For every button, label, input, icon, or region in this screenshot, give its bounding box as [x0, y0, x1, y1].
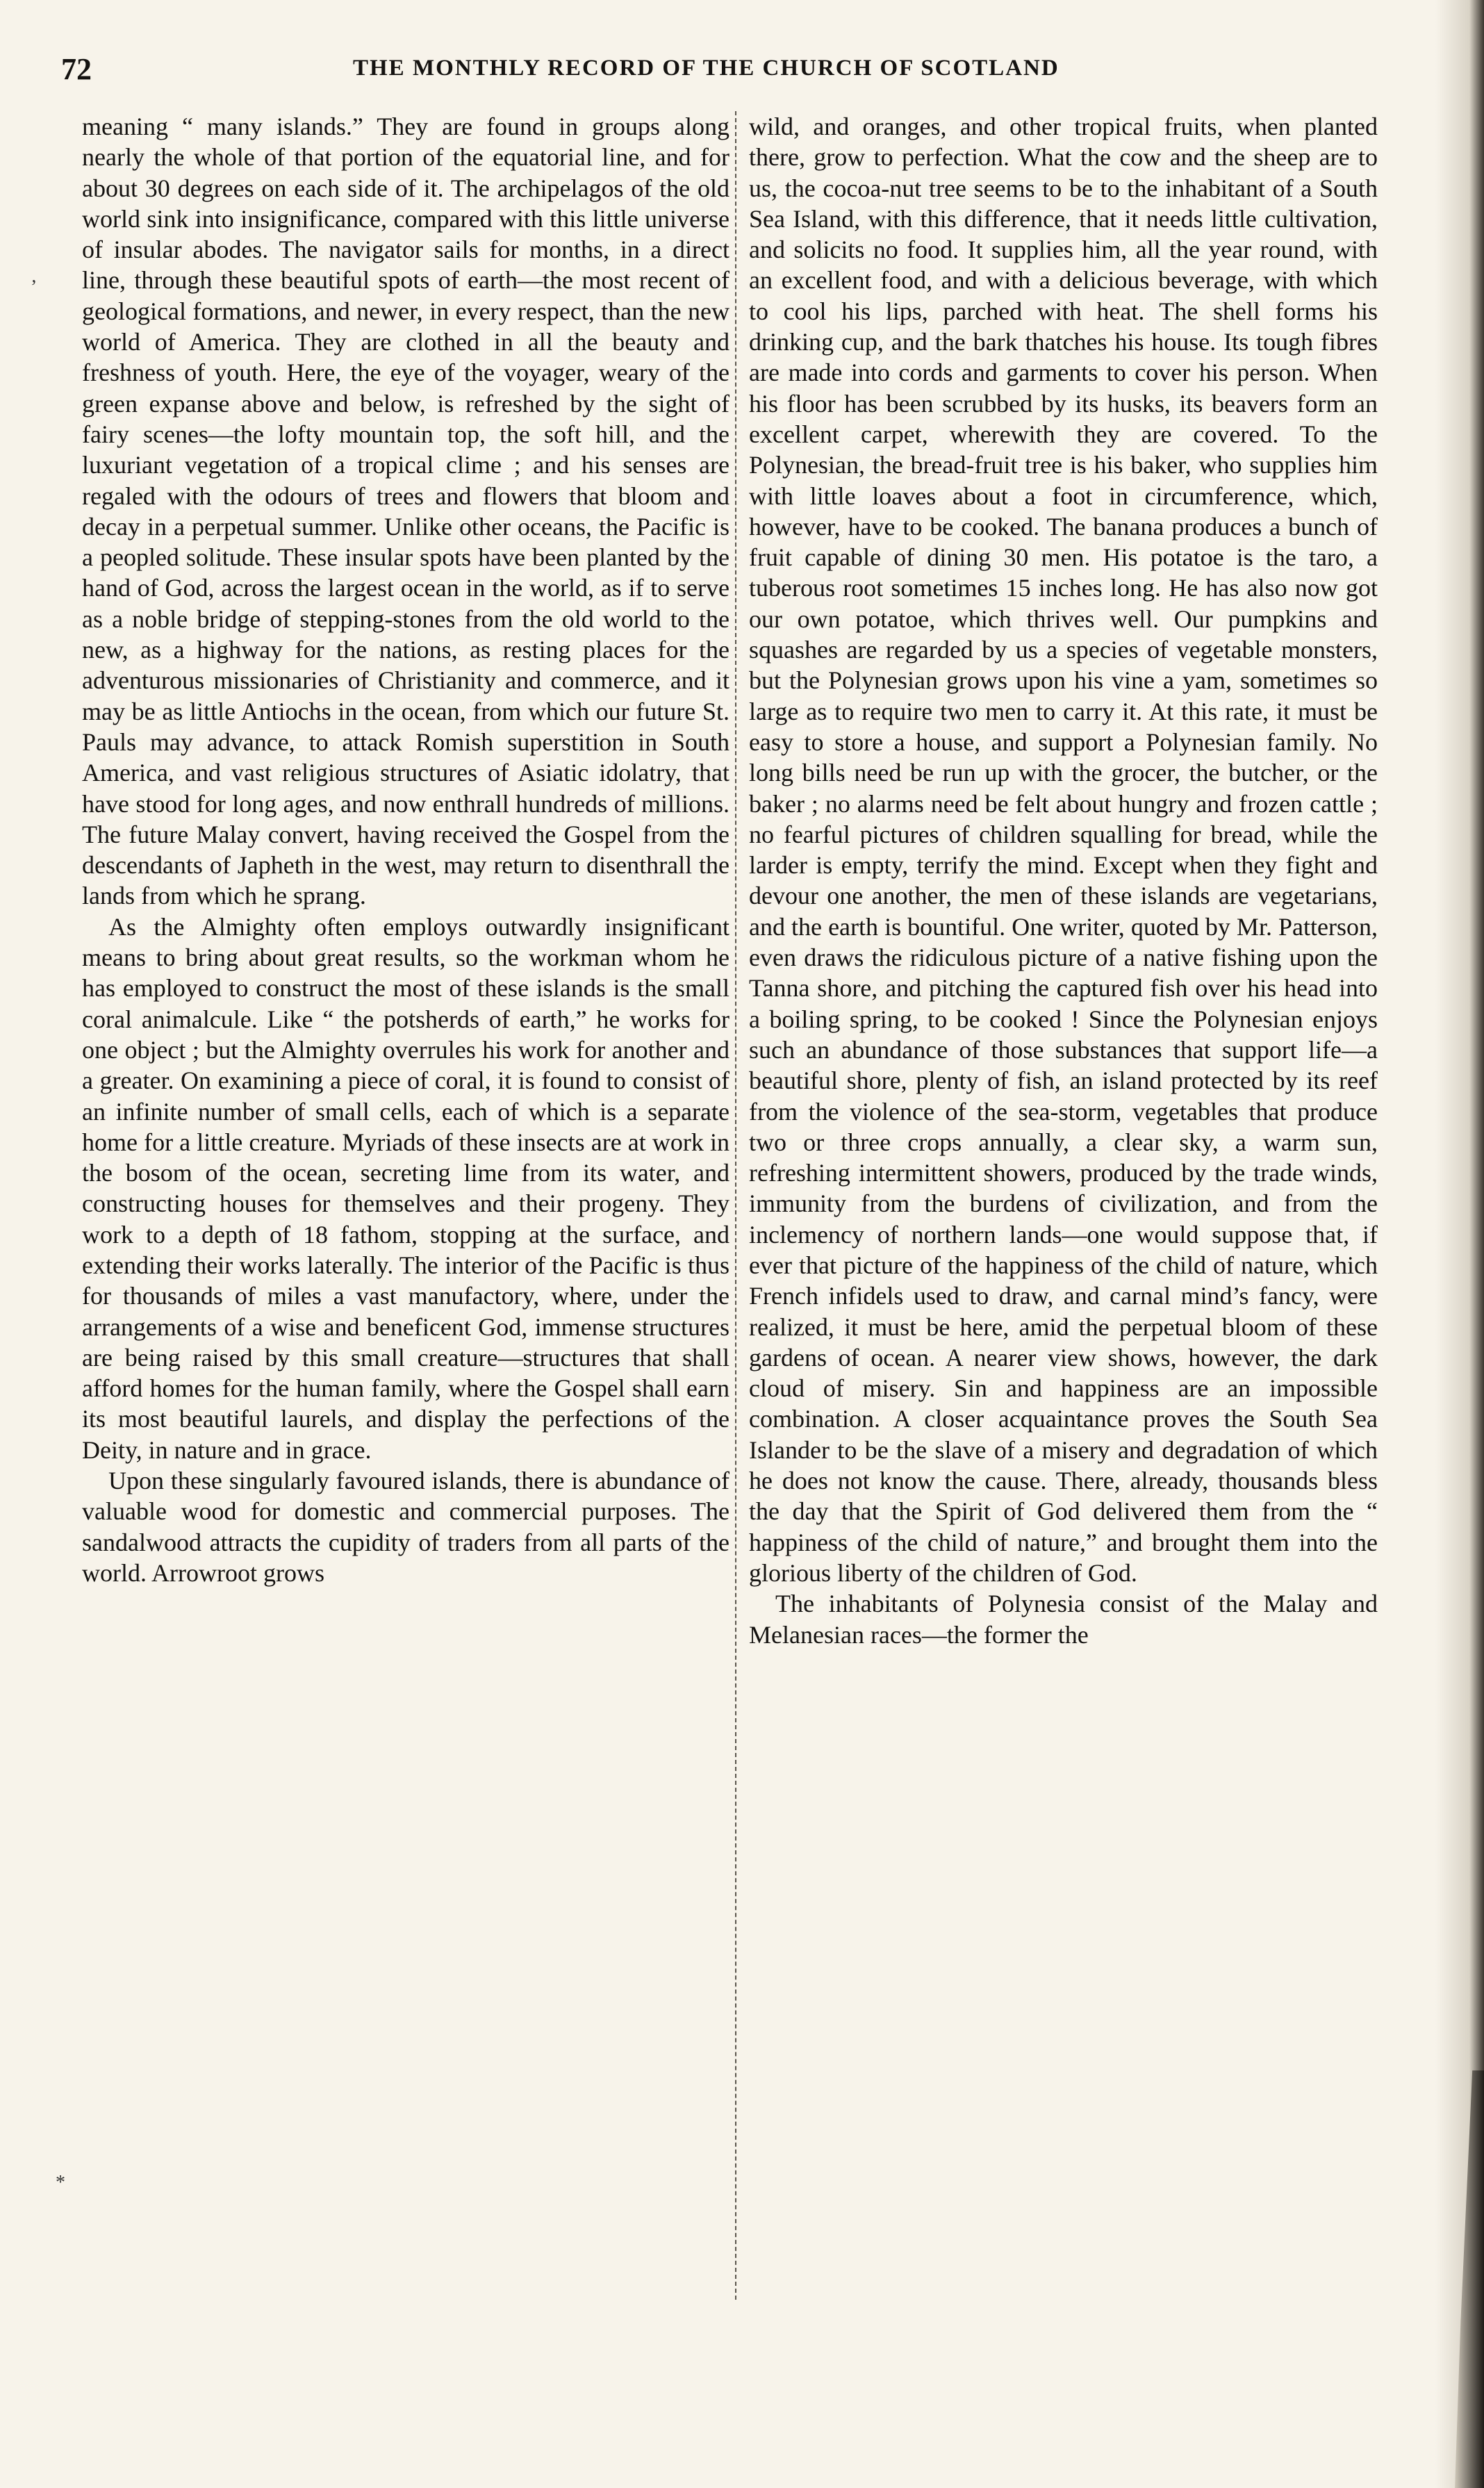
body-paragraph: As the Almighty often employs outwardly insignificant means to bring about great results, so the workman whom he has employed to construct the most of these islands is the small coral animalcule. Like “ the potsherds of earth,” he works for one object ; but the Almighty overrules his work for another and a greater. On examining a piece of coral, it is found to consist of an infinite number of small cells, each of which is a separate home for a little creature. Myriads of these insects are at work in the bosom of the ocean, secreting lime from its water, and constructing houses for themselves and their progeny. They work to a depth of 18 fathom, stopping at the surface, and extending their works laterally. The interior of the Pacific is thus for thousands of miles a vast manufactory, where, under the arrangements of a wise and beneficent God, immense structures are being raised by this small creature—structures that shall afford homes for the human family, where the Gospel shall earn its most beautiful laurels, and display the perfections of the Deity, in nature and in grace.	[82, 912, 729, 1464]
running-head: THE MONTHLY RECORD OF THE CHURCH OF SCOTLAND	[353, 56, 1060, 81]
page-header	[61, 49, 1381, 90]
body-paragraph: The inhabitants of Polynesia consist of the Malay and Melanesian races—the former the	[749, 1590, 1378, 1649]
left-column	[82, 111, 729, 2314]
body-paragraph: meaning “ many islands.” They are found in groups along nearly the whole of that portion of the equatorial line, and for about 30 degrees on each side of it. The archipelagos of the old world sink into insignificance, compared with this little universe of insular abodes. The navigator sails for months, in a direct line, through these beautiful spots of earth—the most recent of geological formations, and newer, in every respect, than the new world of America. They are clothed in all the beauty and freshness of youth. Here, the eye of the voyager, weary of the green expanse above and below, is refreshed by the sight of fairy scenes—the lofty mountain top, the soft hill, and the luxuriant vegetation of a tropical clime ; and his senses are regaled with the odours of trees and flowers that bloom and decay in a perpetual summer. Unlike other oceans, the Pacific is a peopled solitude. These insular spots have been planted by the hand of God, across the largest ocean in the world, as if to serve as a noble bridge of stepping-stones from the old world to the new, as a highway for the nations, as resting places for the adventurous missionaries of Christianity and commerce, and it may be as little Antiochs in the ocean, from which our future St. Pauls may advance, to attack Romish superstition in South America, and vast religious structures of Asiatic idolatry, that have stood for long ages, and now enthrall hundreds of millions. The future Malay convert, having received the Gospel from the descendants of Japheth in the west, may return to disenthrall the lands from which he sprang.	[82, 113, 729, 910]
page-number: 72	[61, 52, 92, 86]
column-divider	[735, 111, 736, 2300]
body-paragraph: Upon these singularly favoured islands, there is abundance of valuable wood for domestic and commercial purposes. The sandalwood attracts the cupidity of traders from all parts of the world. Arrowroot grows	[82, 1467, 729, 1587]
margin-mark: ’	[31, 277, 38, 298]
body-paragraph: wild, and oranges, and other tropical fruits, when planted there, grow to perfection. What the cow and the sheep are to us, the cocoa-nut tree seems to be to the inhabitant of a South Sea Island, with this difference, that it needs little cultivation, and solicits no food. It supplies him, all the year round, with an excellent food, and with a delicious beverage, with which to cool his lips, parched with heat. The shell forms his drinking cup, and the bark thatches his house. Its tough fibres are made into cords and garments to cover his person. When his floor has been scrubbed by its husks, its beavers form an excellent carpet, wherewith they are covered. To the Polynesian, the bread-fruit tree is his baker, who supplies him with little loaves about a foot in circumference, which, however, have to be cooked. The banana produces a bunch of fruit capable of dining 30 men. His potatoe is the taro, a tuberous root sometimes 15 inches long. He has also now got our own potatoe, which thrives well. Our pumpkins and squashes are regarded by us a species of vegetable monsters, but the Polynesian grows upon his vine a yam, sometimes so large as to require two men to carry it. At this rate, it must be easy to store a house, and support a Polynesian family. No long bills need be run up with the grocer, the butcher, or the baker ; no alarms need be felt about hungry and frozen cattle ; no fearful pictures of children squalling for bread, while the larder is empty, terrify the mind. Except when they fight and devour one another, the men of these islands are vegetarians, and the earth is bountiful. One writer, quoted by Mr. Patterson, even draws the ridiculous picture of a native fishing upon the Tanna shore, and pitching the captured fish over his head into a boiling spring, to be cooked ! Since the Polynesian enjoys such an abundance of those substances that support life—a beautiful shore, plenty of fish, an island protected by its reef from the violence of the sea-storm, vegetables that produce two or three crops annually, a clear sky, a warm sun, refreshing intermittent showers, produced by the trade winds, immunity from the burdens of civilization, and from the inclemency of northern lands—one would suppose that, if ever that picture of the happiness of the child of nature, which French infidels used to draw, and carnal mind’s fancy, were realized, it must be here, amid the perpetual bloom of these gardens of ocean. A nearer view shows, however, the dark cloud of misery. Sin and happiness are an impossible combination. A closer acquaintance proves the South Sea Islander to be the slave of a misery and degradation of which he does not know the cause. There, already, thousands bless the day that the Spirit of God delivered them from the “ happiness of the child of nature,” and brought them into the glorious liberty of the children of God.	[749, 113, 1378, 1587]
margin-mark-asterisk: *	[56, 2172, 65, 2193]
right-column	[749, 111, 1378, 2314]
